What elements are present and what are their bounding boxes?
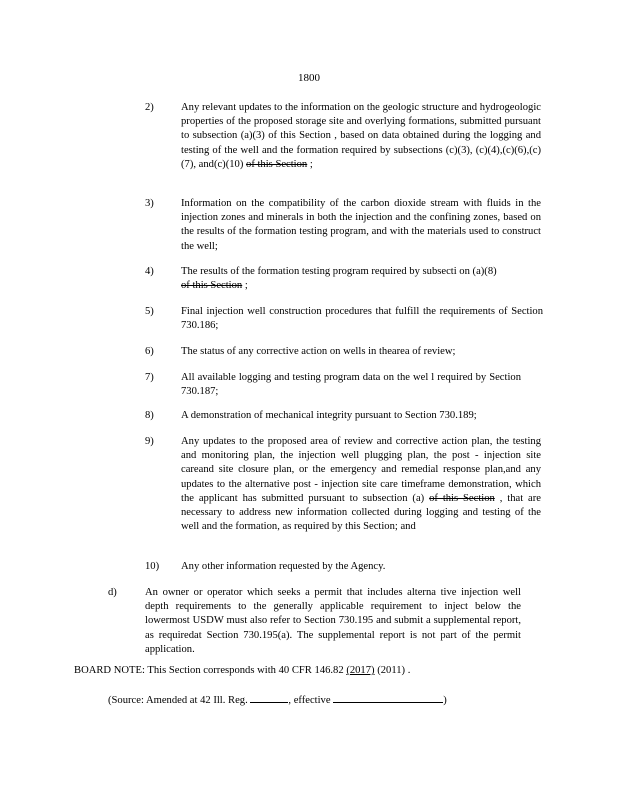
item-text: The status of any corrective action on wells in thearea of review; xyxy=(181,346,456,357)
item-text: The results of the formation testing program required by subsecti on (a)(8) of this Section ; xyxy=(181,266,497,292)
struck-text: of this Section xyxy=(429,492,495,504)
added-text: (2017) xyxy=(346,665,375,676)
register-blank xyxy=(250,692,288,703)
item-number: 10) xyxy=(145,561,160,572)
item-number: 9) xyxy=(145,436,154,447)
item-text: A demonstration of mechanical integrity pursuant to Section 730.189; xyxy=(181,410,477,421)
item-number: 5) xyxy=(145,306,154,317)
effective-date-blank xyxy=(333,692,443,703)
item-number: 4) xyxy=(145,266,154,277)
item-text: Information on the compatibility of the carbon dioxide stream with fluids in the injection zones and minerals in both the injection and the confining zones, based on the results of the formation testing program, and with the materials used to construct the well; xyxy=(181,198,541,252)
item-text: An owner or operator which seeks a permit that includes alterna tive injection well depth requirements to the generally applicable requirement to inject below the lowermost USDW must also refer to Section 730.195 and submit a supplemental report, as requiredat Section 730.195(a). The supplemental report is not part of the permit application. xyxy=(145,587,521,655)
item-text: Any relevant updates to the information on the geologic structure and hydrogeologic properties of the proposed storage site and overlying formations, submitted pursuant to subsection (a)(3) of this Section , based on data obtained during the logging and testing of the well and the formation required by subsections (c)(3), (c)(4),(c)(6),(c)(7), and(c)(10) of this Section ; xyxy=(181,102,541,170)
item-number: 3) xyxy=(145,198,154,209)
source-note: (Source: Amended at 42 Ill. Reg. , effective ) xyxy=(108,692,447,708)
board-note: BOARD NOTE: This Section corresponds with 40 CFR 146.82 (2017) (2011) . xyxy=(74,665,411,676)
struck-text: of this Section xyxy=(181,280,243,292)
page-number: 1800 xyxy=(298,72,320,84)
item-number: 8) xyxy=(145,410,154,421)
item-number: d) xyxy=(108,587,117,598)
item-number: 2) xyxy=(145,102,154,113)
struck-text: of this Section xyxy=(246,158,308,170)
item-text: Final injection well construction procedures that fulfill the requirements of Section 730.186; xyxy=(181,306,543,332)
item-text: Any updates to the proposed area of review and corrective action plan, the testing and monitoring plan, the injection well plugging plan, the post - injection site careand site closure plan, or the emergency and remedial response plan,and any updates to the alternative post - injection site care timeframe demonstration, which the applicant has submitted pursuant to subsection (a) of this Section , that are necessary to address new information collected during logging and testing of the well and the formation, as required by this Section; and xyxy=(181,436,541,533)
item-text: All available logging and testing program data on the wel l required by Section 730.187; xyxy=(181,372,521,398)
item-text: Any other information requested by the Agency. xyxy=(181,561,386,572)
item-number: 6) xyxy=(145,346,154,357)
item-number: 7) xyxy=(145,372,154,383)
